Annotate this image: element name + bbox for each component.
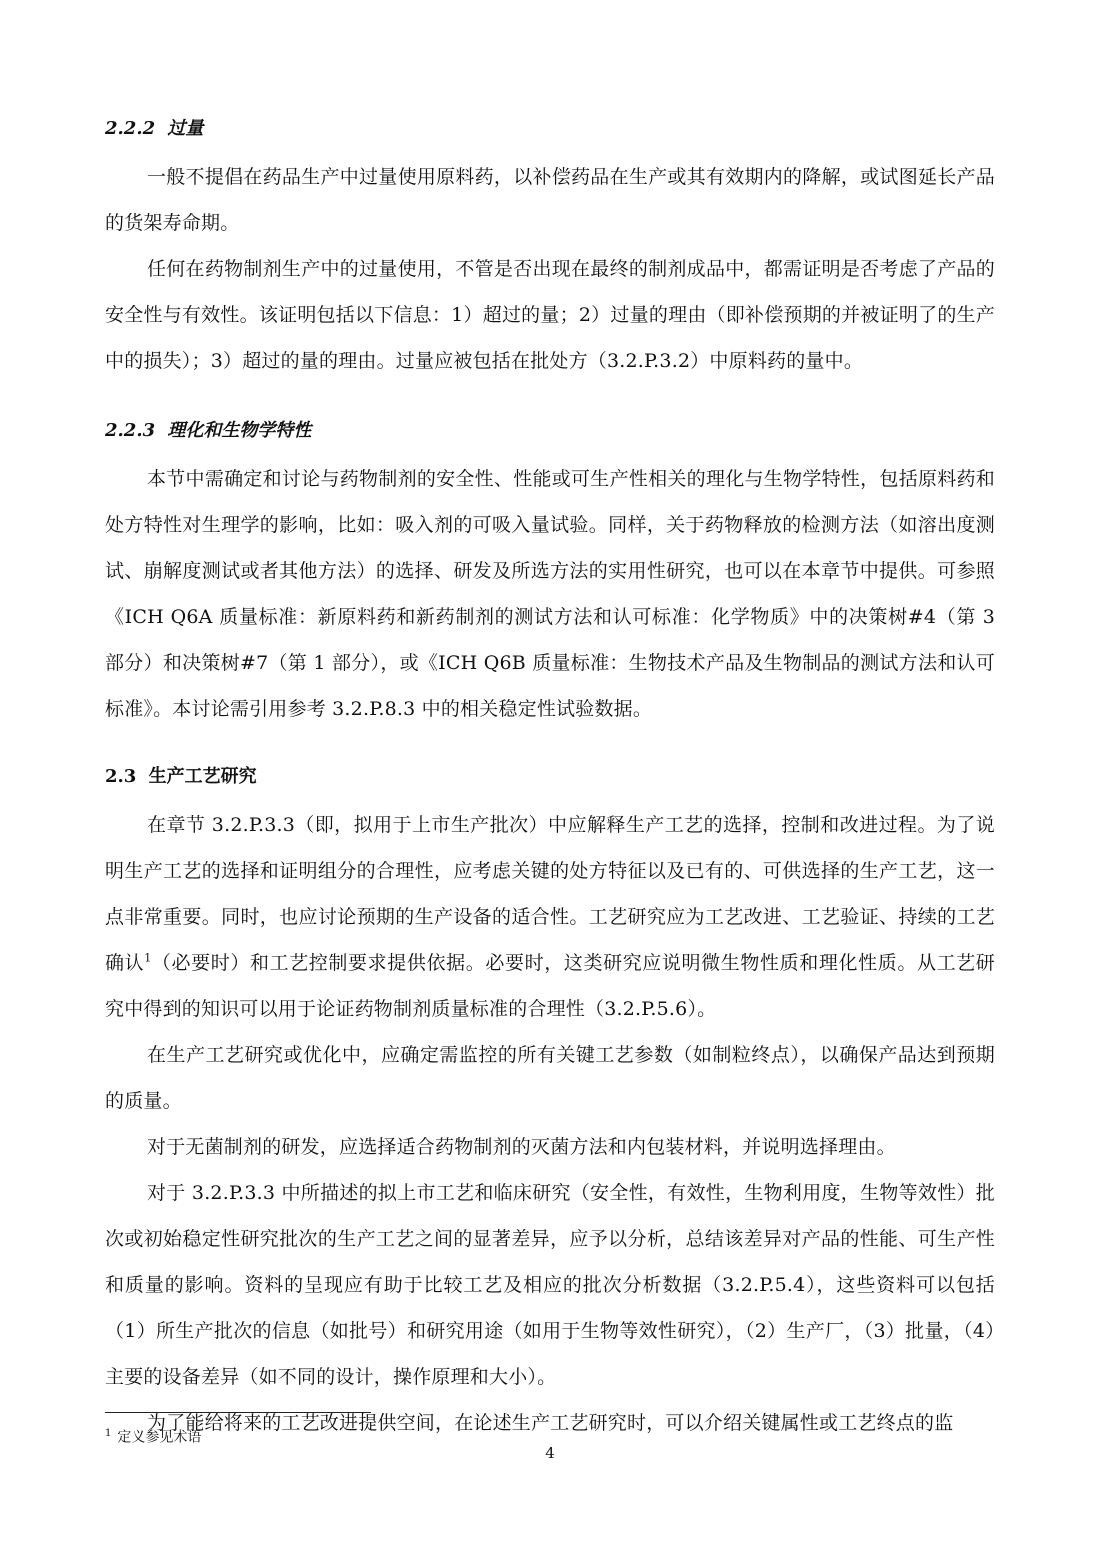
- section-title: 理化和生物学特性: [167, 420, 312, 441]
- paragraph: 任何在药物制剂生产中的过量使用，不管是否出现在最终的制剂成品中，都需证明是否考虑了产品的安全性与有效性。该证明包括以下信息：1）超过的量；2）过量的理由（即补偿预期的并被证明了的生产中的损失）；3）超过的量的理由。过量应被包括在批处方（3.2.P.3.2）中原料药的量中。: [105, 258, 995, 372]
- section-2-2-3: [105, 418, 995, 732]
- paragraph-text: （必要时）和工艺控制要求提供依据。必要时，这类研究应说明微生物性质和理化性质。从工艺研究中得到的知识可以用于论证药物制剂质量标准的合理性（3.2.P.5.6）。: [105, 952, 996, 1020]
- section-2-3: [105, 764, 995, 1446]
- footnote-text: 定义参见术语: [117, 1429, 202, 1446]
- section-number: 2.3: [105, 766, 137, 787]
- section-heading: [105, 116, 995, 142]
- section-number: 2.2.3: [105, 420, 156, 441]
- footnote-divider: [105, 1412, 371, 1413]
- footnote-mark: 1: [105, 1428, 112, 1439]
- paragraph: 为了能给将来的工艺改进提供空间，在论述生产工艺研究时，可以介绍关键属性或工艺终点的监: [147, 1412, 954, 1434]
- section-2-2-2: [105, 116, 995, 384]
- footnote-reference[interactable]: 1: [144, 951, 152, 965]
- page-number: 4: [545, 1444, 555, 1462]
- section-number: 2.2.2: [105, 118, 156, 139]
- paragraph: 在生产工艺研究或优化中，应确定需监控的所有关键工艺参数（如制粒终点），以确保产品达到预期的质量。: [105, 1044, 995, 1112]
- paragraph: 本节中需确定和讨论与药物制剂的安全性、性能或可生产性相关的理化与生物学特性，包括原料药和处方特性对生理学的影响，比如：吸入剂的可吸入量试验。同样，关于药物释放的检测方法（如溶出度测试、崩解度测试或者其他方法）的选择、研发及所选方法的实用性研究，也可以在本章节中提供。可参照《ICH Q6A 质量标准：新原料药和新药制剂的测试方法和认可标准：化学物质》中的决策树#4（第 3 部分）和决策树#7（第 1 部分），或《ICH Q6B 质量标准：生物技术产品及生物制品的测试方法和认可标准》。本讨论需引用参考 3.2.P.8.3 中的相关稳定性试验数据。: [105, 468, 995, 720]
- paragraph: 对于 3.2.P.3.3 中所描述的拟上市工艺和临床研究（安全性，有效性，生物利用度，生物等效性）批次或初始稳定性研究批次的生产工艺之间的显著差异，应予以分析，总结该差异对产品的性能、可生产性和质量的影响。资料的呈现应有助于比较工艺及相应的批次分析数据（3.2.P.5.4），这些资料可以包括（1）所生产批次的信息（如批号）和研究用途（如用于生物等效性研究），（2）生产厂，（3）批量，（4）主要的设备差异（如不同的设计，操作原理和大小）。: [105, 1182, 995, 1388]
- section-heading: [105, 418, 995, 444]
- section-heading: [105, 764, 995, 790]
- paragraph: [105, 802, 995, 1032]
- section-title: 生产工艺研究: [148, 766, 257, 787]
- paragraph: 对于无菌制剂的研发，应选择适合药物制剂的灭菌方法和内包装材料，并说明选择理由。: [147, 1136, 896, 1158]
- paragraph-text: 在章节 3.2.P.3.3（即，拟用于上市生产批次）中应解释生产工艺的选择，控制和改进过程。为了说明生产工艺的选择和证明组分的合理性，应考虑关键的处方特征以及已有的、可供选择的生产工艺，这一点非常重要。同时，也应讨论预期的生产设备的适合性。工艺研究应为工艺改进、工艺验证、持续的工艺确认: [105, 814, 995, 974]
- section-title: 过量: [167, 118, 204, 139]
- paragraph: 一般不提倡在药品生产中过量使用原料药，以补偿药品在生产或其有效期内的降解，或试图延长产品的货架寿命期。: [105, 166, 995, 234]
